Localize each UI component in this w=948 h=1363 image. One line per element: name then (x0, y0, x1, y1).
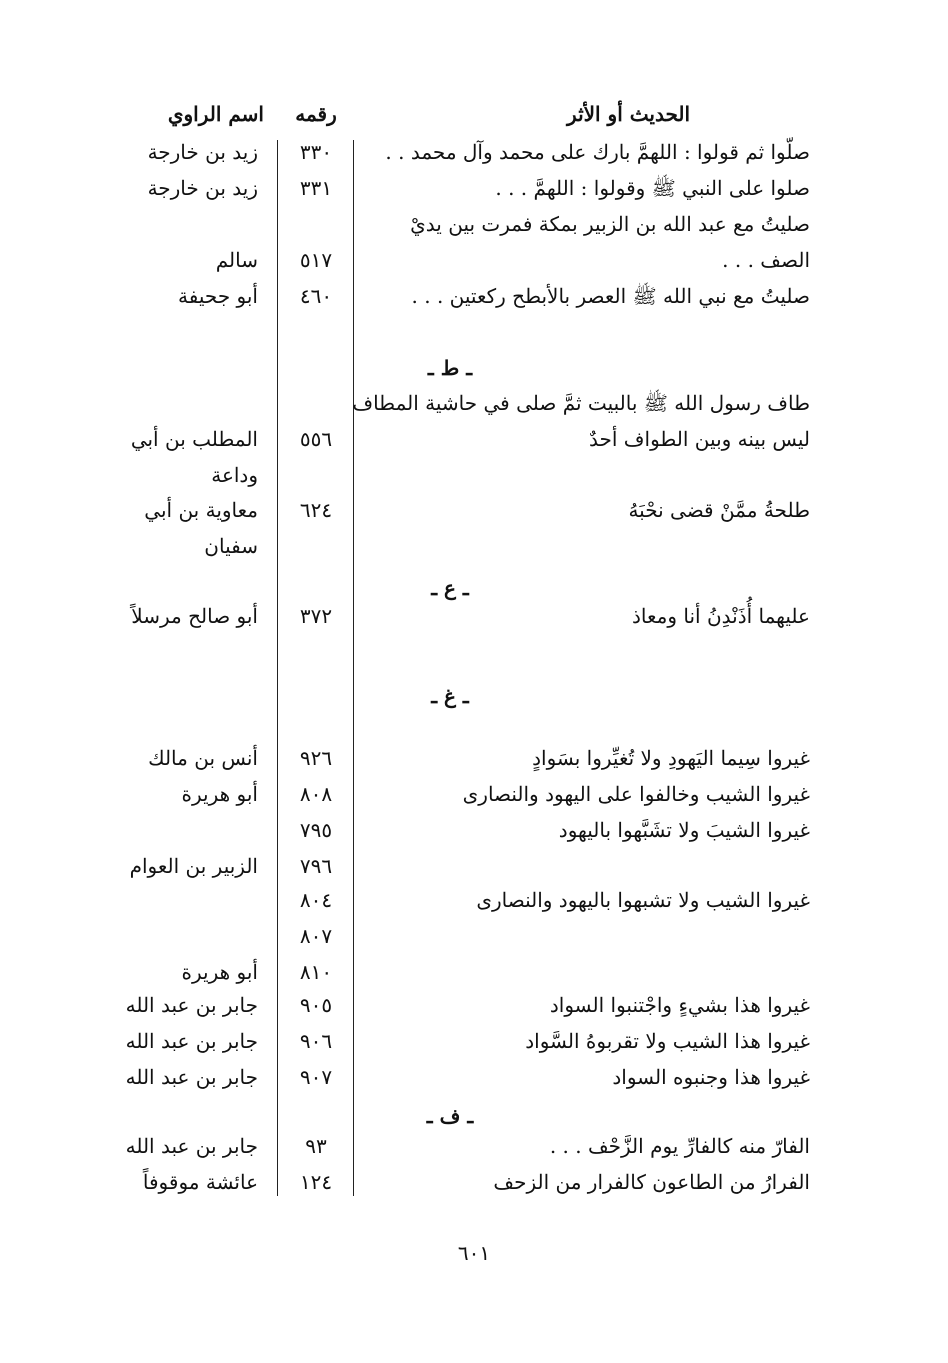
hadith-number: ٤٦٠ (299, 284, 333, 308)
hadith-number: ٩٠٧ (299, 1065, 333, 1089)
narrator-name: معاوية بن أبي سفيان (144, 498, 258, 558)
hadith-number: ٣٧٢ (299, 604, 333, 628)
section-letter-ghayn: ـ غ ـ (431, 684, 469, 708)
narrator-name: جابر بن عبد الله (125, 993, 258, 1017)
header-text-column: الحديث أو الأثر (567, 102, 690, 126)
narrator-name: جابر بن عبد الله (125, 1065, 258, 1089)
narrator-name: أبو صالح مرسلاً (131, 604, 258, 628)
hadith-number: ٨٠٧ (299, 924, 333, 948)
hadith-number: ٣٣١ (299, 176, 333, 200)
narrator-name: أنس بن مالك (148, 746, 258, 770)
narrator-name: جابر بن عبد الله (125, 1029, 258, 1053)
hadith-text: الفارّ منه كالفارِّ يوم الزَّحْف . . . (549, 1134, 810, 1158)
hadith-text: غيروا سِيما اليَهودِ ولا تُغيِّروا بسَوادٍ (532, 746, 810, 770)
hadith-text: صلّوا ثم قولوا : اللهمَّ بارك على محمد وآل محمد . . (385, 140, 810, 164)
hadith-number: ٩٠٥ (299, 993, 333, 1017)
section-letter-ayn: ـ ع ـ (431, 576, 469, 600)
narrator-name: زيد بن خارجة (147, 140, 258, 164)
header-number-column: رقمه (295, 102, 337, 126)
hadith-number: ٨٠٨ (299, 782, 333, 806)
hadith-number: ٩٠٦ (299, 1029, 333, 1053)
hadith-number: ٧٩٥ (299, 818, 333, 842)
narrator-name: أبو هريرة (181, 960, 258, 984)
hadith-text: غيروا هذا بشيءٍ واجْتنبوا السواد (549, 993, 810, 1017)
narrator-name: سالم (215, 248, 258, 272)
narrator-name: أبو هريرة (181, 782, 258, 806)
hadith-text: صليتُ مع عبد الله بن الزبير بمكة فمرت بين يديْ (410, 212, 810, 236)
page-number: ٦٠١ (457, 1241, 491, 1265)
hadith-text: عليهما أُذَنْدِنُ أنا ومعاذ (632, 604, 810, 628)
hadith-text: طاف رسول الله ﷺ بالبيت ثمَّ صلى في حاشية المطاف (352, 391, 810, 415)
hadith-text: طلحةُ ممَّنْ قضى نحْبَهُ (628, 498, 810, 522)
narrator-name: زيد بن خارجة (147, 176, 258, 200)
narrator-name: جابر بن عبد الله (125, 1134, 258, 1158)
header-narrator-column: اسم الراوي (167, 102, 264, 126)
section-letter-fa: ـ ف ـ (426, 1104, 474, 1128)
hadith-number: ٣٣٠ (299, 140, 333, 164)
hadith-text: غيروا الشيب ولا تشبهوا باليهود والنصارى (476, 888, 810, 912)
hadith-number: ٦٢٤ (299, 498, 333, 522)
hadith-text: غيروا هذا وجنبوه السواد (612, 1065, 810, 1089)
hadith-number: ٩٣ (305, 1134, 327, 1158)
section-letter-ta: ـ ط ـ (427, 356, 473, 380)
hadith-text: ليس بينه وبين الطواف أحدٌ (589, 427, 810, 451)
column-divider-right (353, 140, 354, 1196)
hadith-number: ٨٠٤ (299, 888, 333, 912)
hadith-text: صليتُ مع نبي الله ﷺ العصر بالأبطح ركعتين . . . (411, 284, 810, 308)
hadith-text: غيروا الشيب وخالفوا على اليهود والنصارى (462, 782, 810, 806)
narrator-name: المطلب بن أبي وداعة (130, 427, 258, 487)
hadith-text: الفرارُ من الطاعون كالفرار من الزحف (493, 1170, 810, 1194)
hadith-number: ٧٩٦ (299, 854, 333, 878)
hadith-text: الصف . . . (722, 248, 810, 272)
hadith-text: غيروا الشيبَ ولا تشَبَّهوا باليهود (558, 818, 810, 842)
hadith-number: ١٢٤ (299, 1170, 333, 1194)
column-divider-left (277, 140, 278, 1196)
hadith-number: ٩٢٦ (299, 746, 333, 770)
hadith-text: غيروا هذا الشيب ولا تقربوهُ السَّواد (525, 1029, 810, 1053)
hadith-number: ٥١٧ (299, 248, 333, 272)
hadith-number: ٥٥٦ (299, 427, 333, 451)
narrator-name: أبو جحيفة (178, 284, 258, 308)
hadith-number: ٨١٠ (299, 960, 333, 984)
narrator-name: عائشة موقوفاً (142, 1170, 258, 1194)
narrator-name: الزبير بن العوام (129, 854, 258, 878)
hadith-text: صلوا على النبي ﷺ وقولوا : اللهمَّ . . . (495, 176, 810, 200)
